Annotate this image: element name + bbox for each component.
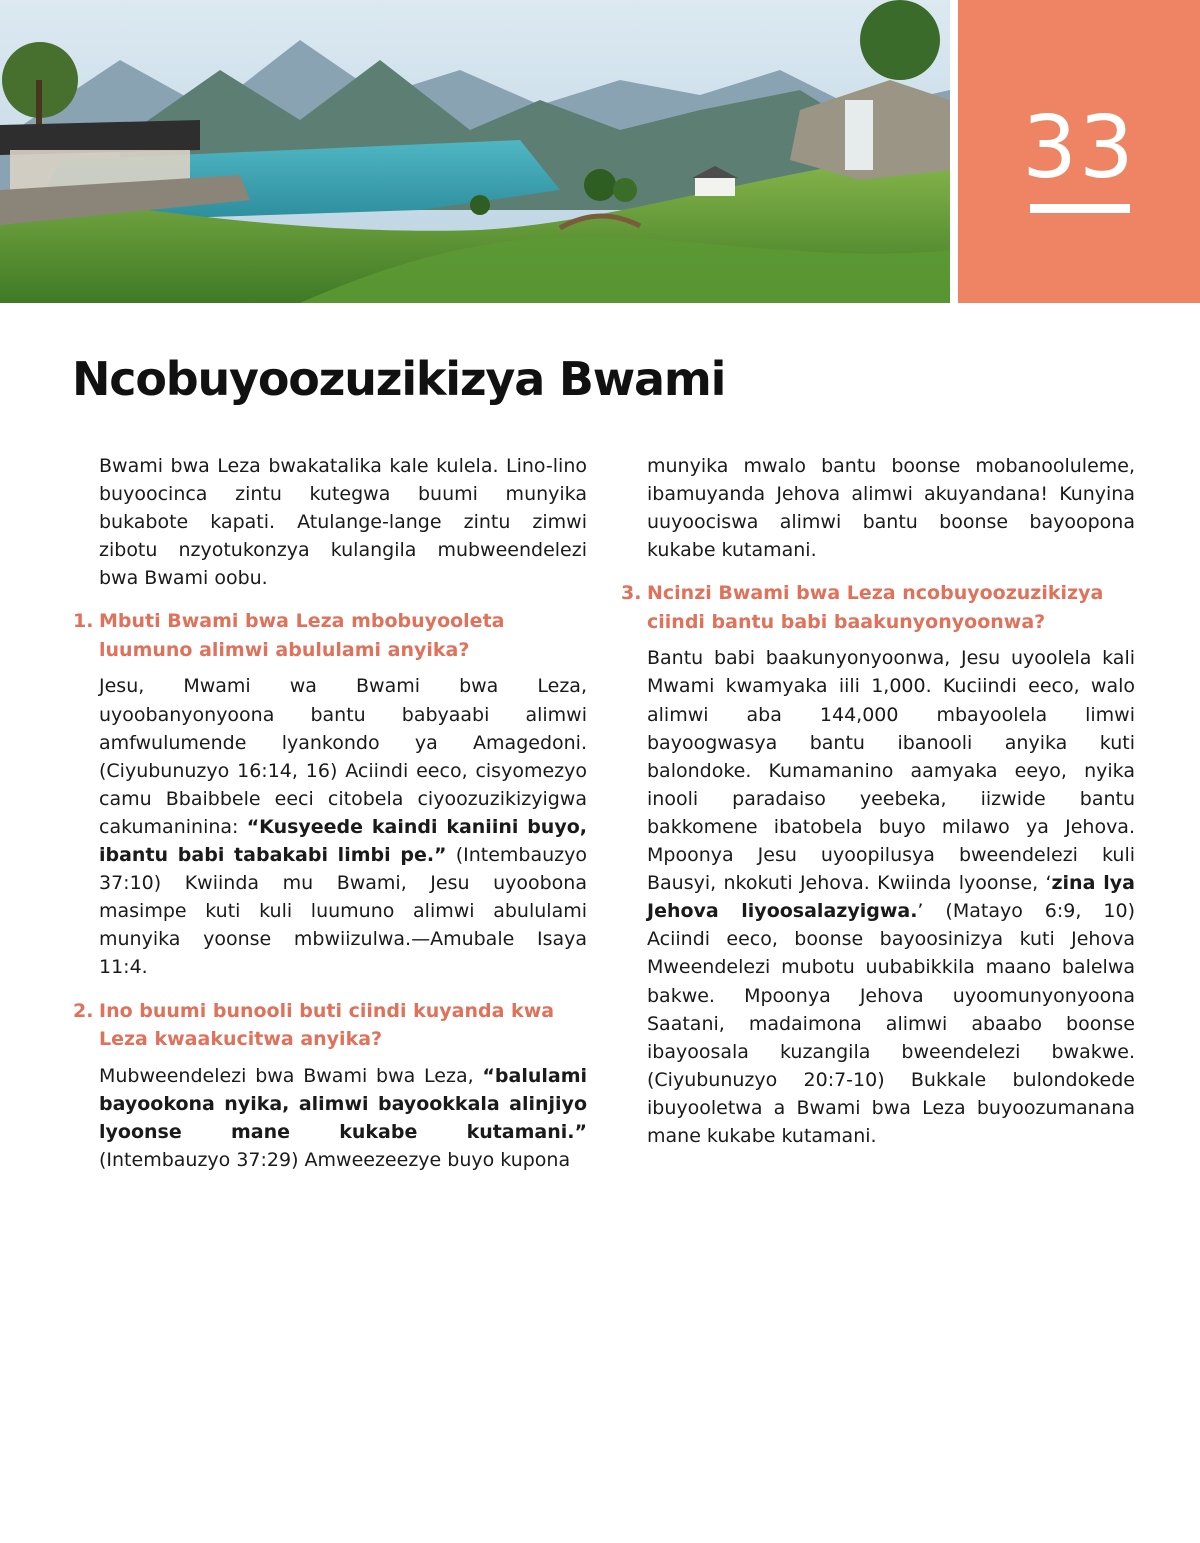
chapter-underline — [1030, 204, 1130, 213]
answer-1-part1: Jesu, Mwami wa Bwami bwa Leza, uyoobanyonyoona bantu babyaabi alimwi amfwulumende lyankondo ya Amagedoni. (Ciyubunuzyo 16:14, 16) Aciindi eeco, cisyomezyo camu Bbaibbele eeci citobela ciyoozuzikizyigwa cakumaninina: — [99, 675, 587, 838]
answer-2-quote: “balulami bayookona nyika, alimwi bayookkala alinjiyo lyoonse mane kukabe kutamani.” — [99, 1064, 587, 1143]
answer-2-part2: (Intembauzyo 37:29) Amweezeezye buyo kupona — [99, 1148, 571, 1171]
question-3-text: Ncinzi Bwami bwa Leza ncobuyoozuzikizya ciindi bantu babi baakunyonyoonwa? — [647, 582, 1104, 633]
answer-2-part1: Mubweendelezi bwa Bwami bwa Leza, — [99, 1064, 483, 1087]
answer-1-quote: “Kusyeede kaindi kaniini buyo, ibantu babi tabakabi limbi pe.” — [99, 815, 587, 867]
answer-3-quote: zina lya Jehova liyoosalazyigwa. — [647, 872, 1135, 923]
answer-3 — [647, 644, 1135, 1150]
question-3-number: 3. — [621, 582, 642, 605]
question-2-text: Ino buumi bunooli buti ciindi kuyanda kwa Leza kwaakucitwa anyika? — [99, 999, 555, 1050]
answer-3-part2: ’ (Matayo 6:9, 10) Aciindi eeco, boonse bayoosinizya kuti Jehova Mweendelezi mubotu uubabikkila maano balelwa bakwe. Mpoonya Jehova uyoomunyonyoona Saatani, madaimona alimwi abaabo boonse ibayoosala kuzangila bweendelezi bwakwe. (Ciyubunuzyo 20:7-10) Bukkale bulondokede ibuyooletwa a Bwami bwa Leza buyoozumanana mane kukabe kutamani. — [647, 900, 1135, 1147]
question-1 — [73, 607, 587, 664]
question-1-number: 1. — [73, 610, 94, 633]
question-2 — [73, 997, 587, 1054]
left-column — [73, 452, 587, 1174]
question-3 — [621, 579, 1135, 636]
answer-3-part1: Bantu babi baakunyonyoonwa, Jesu uyoolela kali Mwami kwamyaka iili 1,000. Kuciindi eeco, walo alimwi aba 144,000 mbayoolela limwi bayoogwasya bantu ibanooli anyika kuti balondoke. Kumamanino aamyaka eeyo, nyika inooli paradaiso yeebeka, iizwide bantu bakkomene ibatobela buyo milawo ya Jehova. Mpoonya Jesu uyoopilusya bweendelezi kuli Bausyi, nkokuti Jehova. Kwiinda lyoonse, ‘ — [647, 647, 1135, 895]
chapter-number: 33 — [1022, 98, 1136, 198]
question-2-number: 2. — [73, 999, 94, 1022]
chapter-badge — [958, 0, 1200, 303]
answer-2-start — [99, 1062, 587, 1174]
answer-1-part2: (Intembauzyo 37:10) Kwiinda mu Bwami, Jesu uyoobona masimpe kuti kuli luumuno alimwi abululami munyika yoonse mbwiizulwa.—Amubale Isaya 11:4. — [99, 844, 587, 979]
intro-paragraph: Bwami bwa Leza bwakatalika kale kulela. Lino-lino buyoocinca zintu kutegwa buumi munyika bukabote kapati. Atulange-lange zintu zimwi zibotu nzyotukonzya kulangila mubweendelezi bwa Bwami oobu. — [99, 455, 587, 590]
answer-2-continued: munyika mwalo bantu boonse mobanoolulеme, ibamuyanda Jehova alimwi akuyandana! Kunyina uuyoociswa alimwi bantu boonse bayoopona kukabe kutamani. — [647, 455, 1135, 562]
question-1-text: Mbuti Bwami bwa Leza mbobuyooleta luumuno alimwi abululami anyika? — [99, 610, 505, 661]
right-column — [621, 452, 1135, 1150]
page-title: Ncobuyoozuzikizya Bwami — [72, 352, 726, 406]
landscape-image — [0, 0, 950, 303]
answer-1 — [99, 672, 587, 981]
banner-illustration — [0, 0, 950, 303]
